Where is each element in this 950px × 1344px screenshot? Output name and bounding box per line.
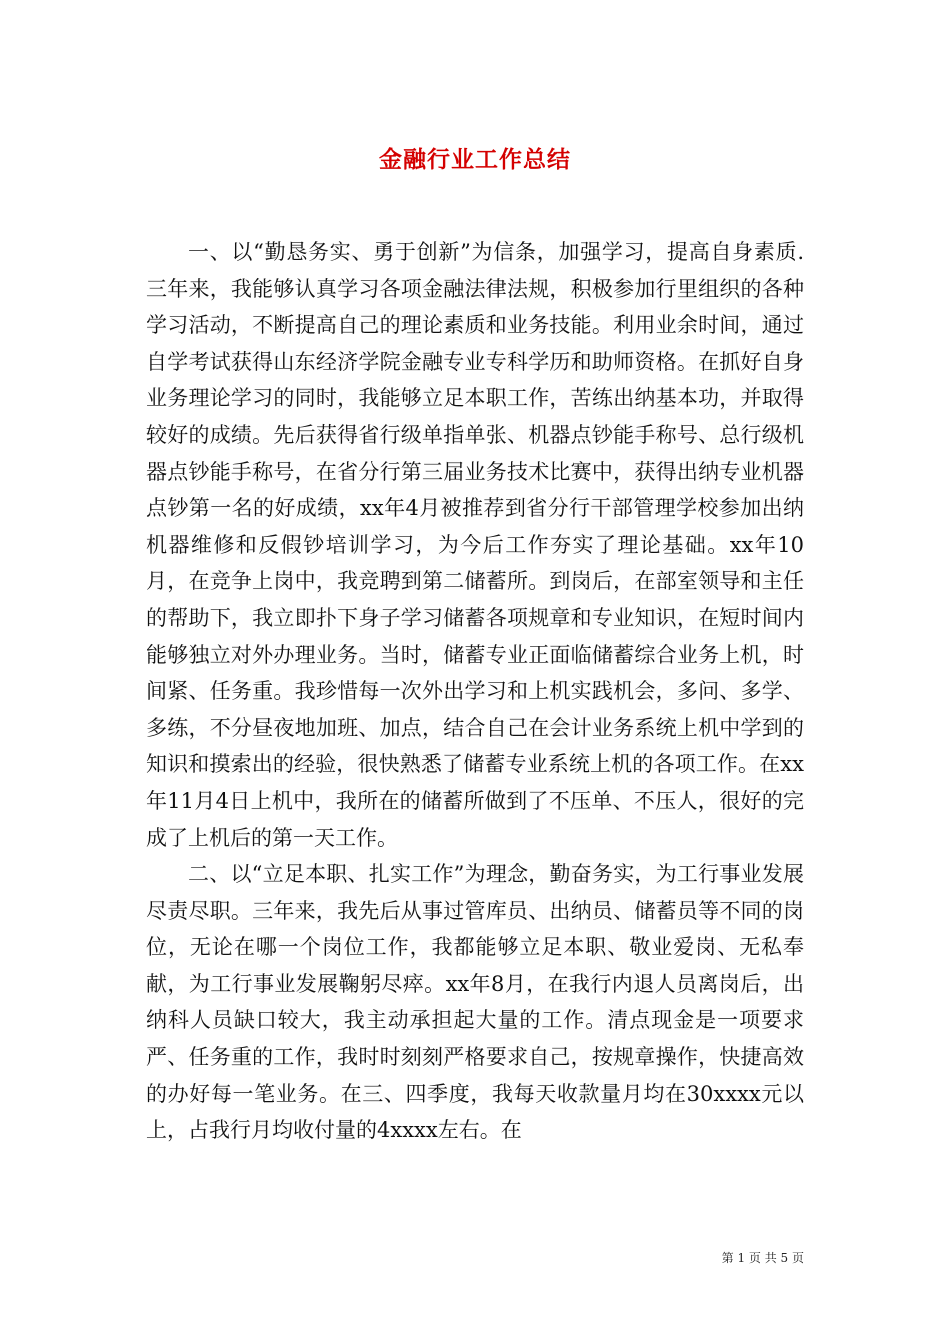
page-number: 第 1 页 共 5 页 [721,1251,804,1265]
page-title: 金融行业工作总结 [379,147,571,174]
document-body [146,234,804,1149]
paragraph-1: 一、以“勤恳务实、勇于创新”为信条，加强学习，提高自身素质.三年来，我能够认真学习各项金融法律法规，积极参加行里组织的各种学习活动，不断提高自己的理论素质和业务技能。利用业余时间，通过自学考试获得山东经济学院金融专业专科学历和助师资格。在抓好自身业务理论学习的同时，我能够立足本职工作，苦练出纳基本功，并取得较好的成绩。先后获得省行级单指单张、机器点钞能手称号、总行级机器点钞能手称号，在省分行第三届业务技术比赛中，获得出纳专业机器点钞第一名的好成绩，xx年4月被推荐到省分行干部管理学校参加出纳机器维修和反假钞培训学习，为今后工作夯实了理论基础。xx年10月，在竞争上岗中，我竞聘到第二储蓄所。到岗后，在部室领导和主任的帮助下，我立即扑下身子学习储蓄各项规章和专业知识，在短时间内能够独立对外办理业务。当时，储蓄专业正面临储蓄综合业务上机，时间紧、任务重。我珍惜每一次外出学习和上机实践机会，多问、多学、多练，不分昼夜地加班、加点，结合自己在会计业务系统上机中学到的知识和摸索出的经验，很快熟悉了储蓄专业系统上机的各项工作。在xx年11月4日上机中，我所在的储蓄所做到了不压单、不压人，很好的完成了上机后的第一天工作。 [146,240,804,850]
paragraph-2: 二、以“立足本职、扎实工作”为理念，勤奋务实，为工行事业发展尽责尽职。三年来，我先后从事过管库员、出纳员、储蓄员等不同的岗位，无论在哪一个岗位工作，我都能够立足本职、敬业爱岗、无私奉献，为工行事业发展鞠躬尽瘁。xx年8月，在我行内退人员离岗后，出纳科人员缺口较大，我主动承担起大量的工作。清点现金是一项要求严、任务重的工作，我时时刻刻严格要求自己，按规章操作，快捷高效的办好每一笔业务。在三、四季度，我每天收款量月均在30xxxx元以上，占我行月均收付量的4xxxx左右。在 [146,862,804,1143]
